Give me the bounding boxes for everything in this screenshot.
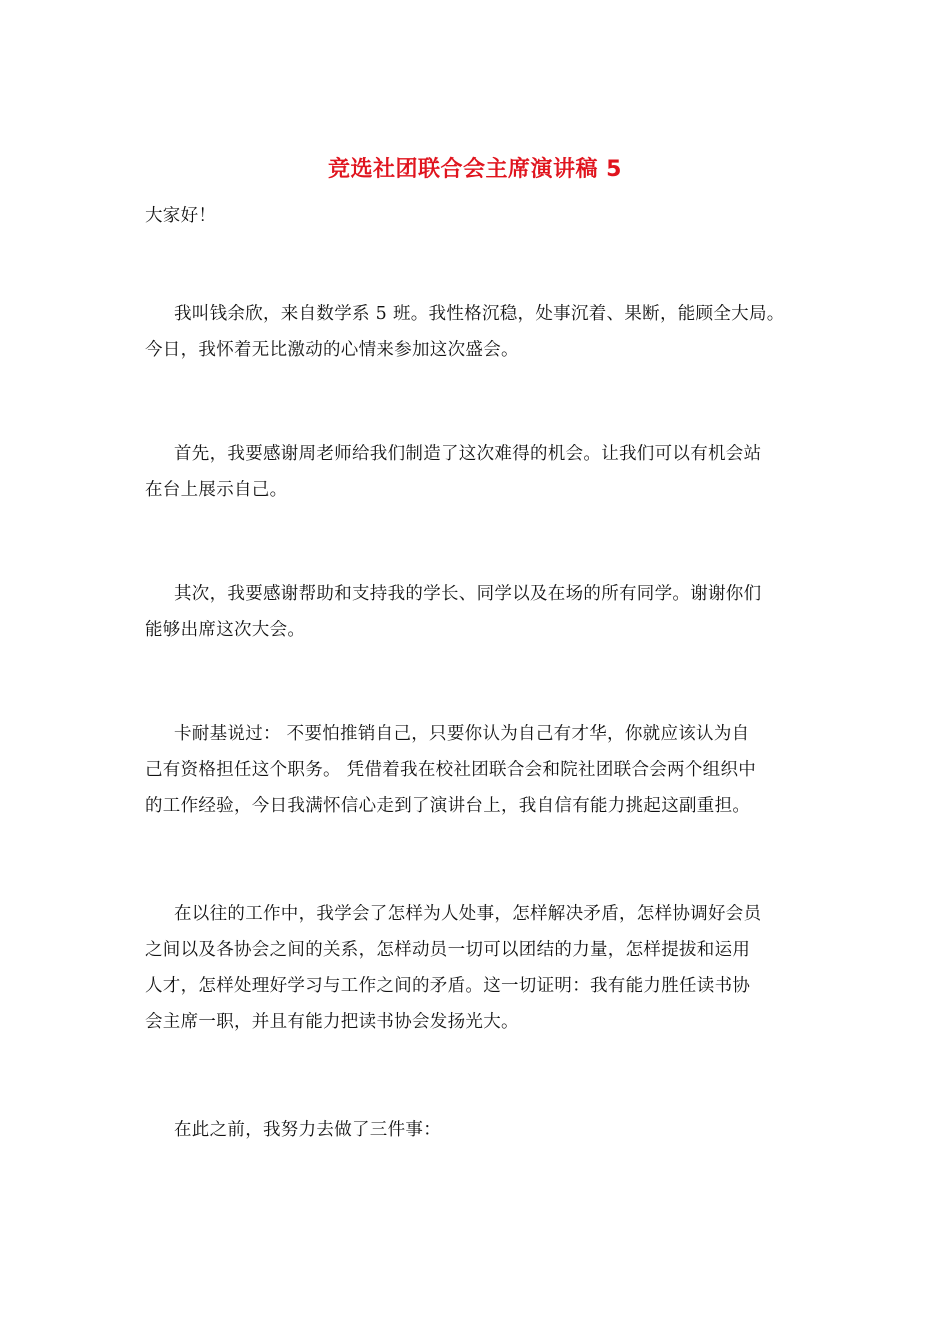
paragraph-line: 己有资格担任这个职务。 凭借着我在校社团联合会和院社团联合会两个组织中 — [145, 760, 757, 780]
paragraph-3 — [145, 576, 815, 648]
paragraph-line: 人才，怎样处理好学习与工作之间的矛盾。这一切证明：我有能力胜任读书协 — [145, 976, 751, 996]
paragraph-6 — [145, 1112, 815, 1148]
document-title: 竞选社团联合会主席演讲稿 5 — [328, 157, 622, 182]
paragraph-line: 在以往的工作中，我学会了怎样为人处事，怎样解决矛盾，怎样协调好会员 — [174, 904, 762, 924]
paragraph-line: 卡耐基说过： 不要怕推销自己，只要你认为自己有才华，你就应该认为自 — [174, 724, 750, 744]
paragraph-line: 我叫钱余欣，来自数学系 5 班。我性格沉稳，处事沉着、果断，能顾全大局。 — [174, 304, 785, 324]
paragraph-line: 会主席一职，并且有能力把读书协会发扬光大。 — [145, 1012, 519, 1032]
paragraph-line: 的工作经验，今日我满怀信心走到了演讲台上，我自信有能力挑起这副重担。 — [145, 796, 751, 816]
paragraph-line: 首先，我要感谢周老师给我们制造了这次难得的机会。让我们可以有机会站 — [174, 444, 762, 464]
paragraph-line: 今日，我怀着无比激动的心情来参加这次盛会。 — [145, 340, 519, 360]
paragraph-line: 其次，我要感谢帮助和支持我的学长、同学以及在场的所有同学。谢谢你们 — [174, 584, 762, 604]
paragraph-line: 能够出席这次大会。 — [145, 620, 306, 640]
greeting-text: 大家好！ — [145, 206, 217, 226]
paragraph-line: 在台上展示自己。 — [145, 480, 288, 500]
paragraph-line: 之间以及各协会之间的关系，怎样动员一切可以团结的力量，怎样提拔和运用 — [145, 940, 751, 960]
paragraph-4 — [145, 716, 815, 824]
paragraph-5 — [145, 896, 815, 1040]
paragraph-line: 在此之前，我努力去做了三件事： — [174, 1120, 441, 1140]
paragraph-2 — [145, 436, 815, 508]
greeting — [145, 198, 815, 234]
paragraph-1 — [145, 296, 815, 368]
